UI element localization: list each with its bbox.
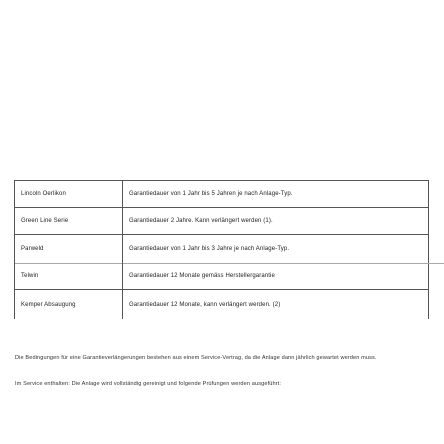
warranty-cell: Garantiedauer von 1 Jahr bis 5 Jahren je nach Anlage-Typ. [123, 181, 429, 208]
warranty-cell: Garantiedauer von 1 Jahr bis 3 Jahre je nach Anlage-Typ. [123, 235, 429, 264]
manufacturer-cell: Kemper Absaugung [15, 290, 123, 320]
table-row [15, 181, 429, 208]
table-row [15, 263, 429, 290]
manufacturer-cell: Lincoln Oerlikon [15, 181, 123, 208]
warranty-cell: Garantiedauer 2 Jahre. Kann verlängert werden (1). [123, 208, 429, 235]
table-row [15, 290, 429, 320]
warranty-extension-note: Die Bedingungen für eine Garantieverlängerungen bestehen aus einem Service-Vertrag, da die Anlage dann jährlich gewartet werden muss. [15, 354, 377, 361]
manufacturer-cell: Green Line Serie [15, 208, 123, 235]
table-row [15, 208, 429, 235]
manufacturer-cell: Telwin [15, 263, 123, 290]
warranty-cell: Garantiedauer 12 Monate, kann verlängert werden. (2) [123, 290, 429, 320]
warranty-table [14, 180, 429, 319]
table-row [15, 235, 429, 264]
warranty-cell: Garantiedauer 12 Monate gemäss Herstellergarantie [123, 263, 429, 290]
manufacturer-cell: Parweld [15, 235, 123, 264]
service-included-note: Im Service enthalten: Die Anlage wird vollständig gereinigt und folgende Prüfungen werden ausgeführt: [15, 380, 281, 387]
